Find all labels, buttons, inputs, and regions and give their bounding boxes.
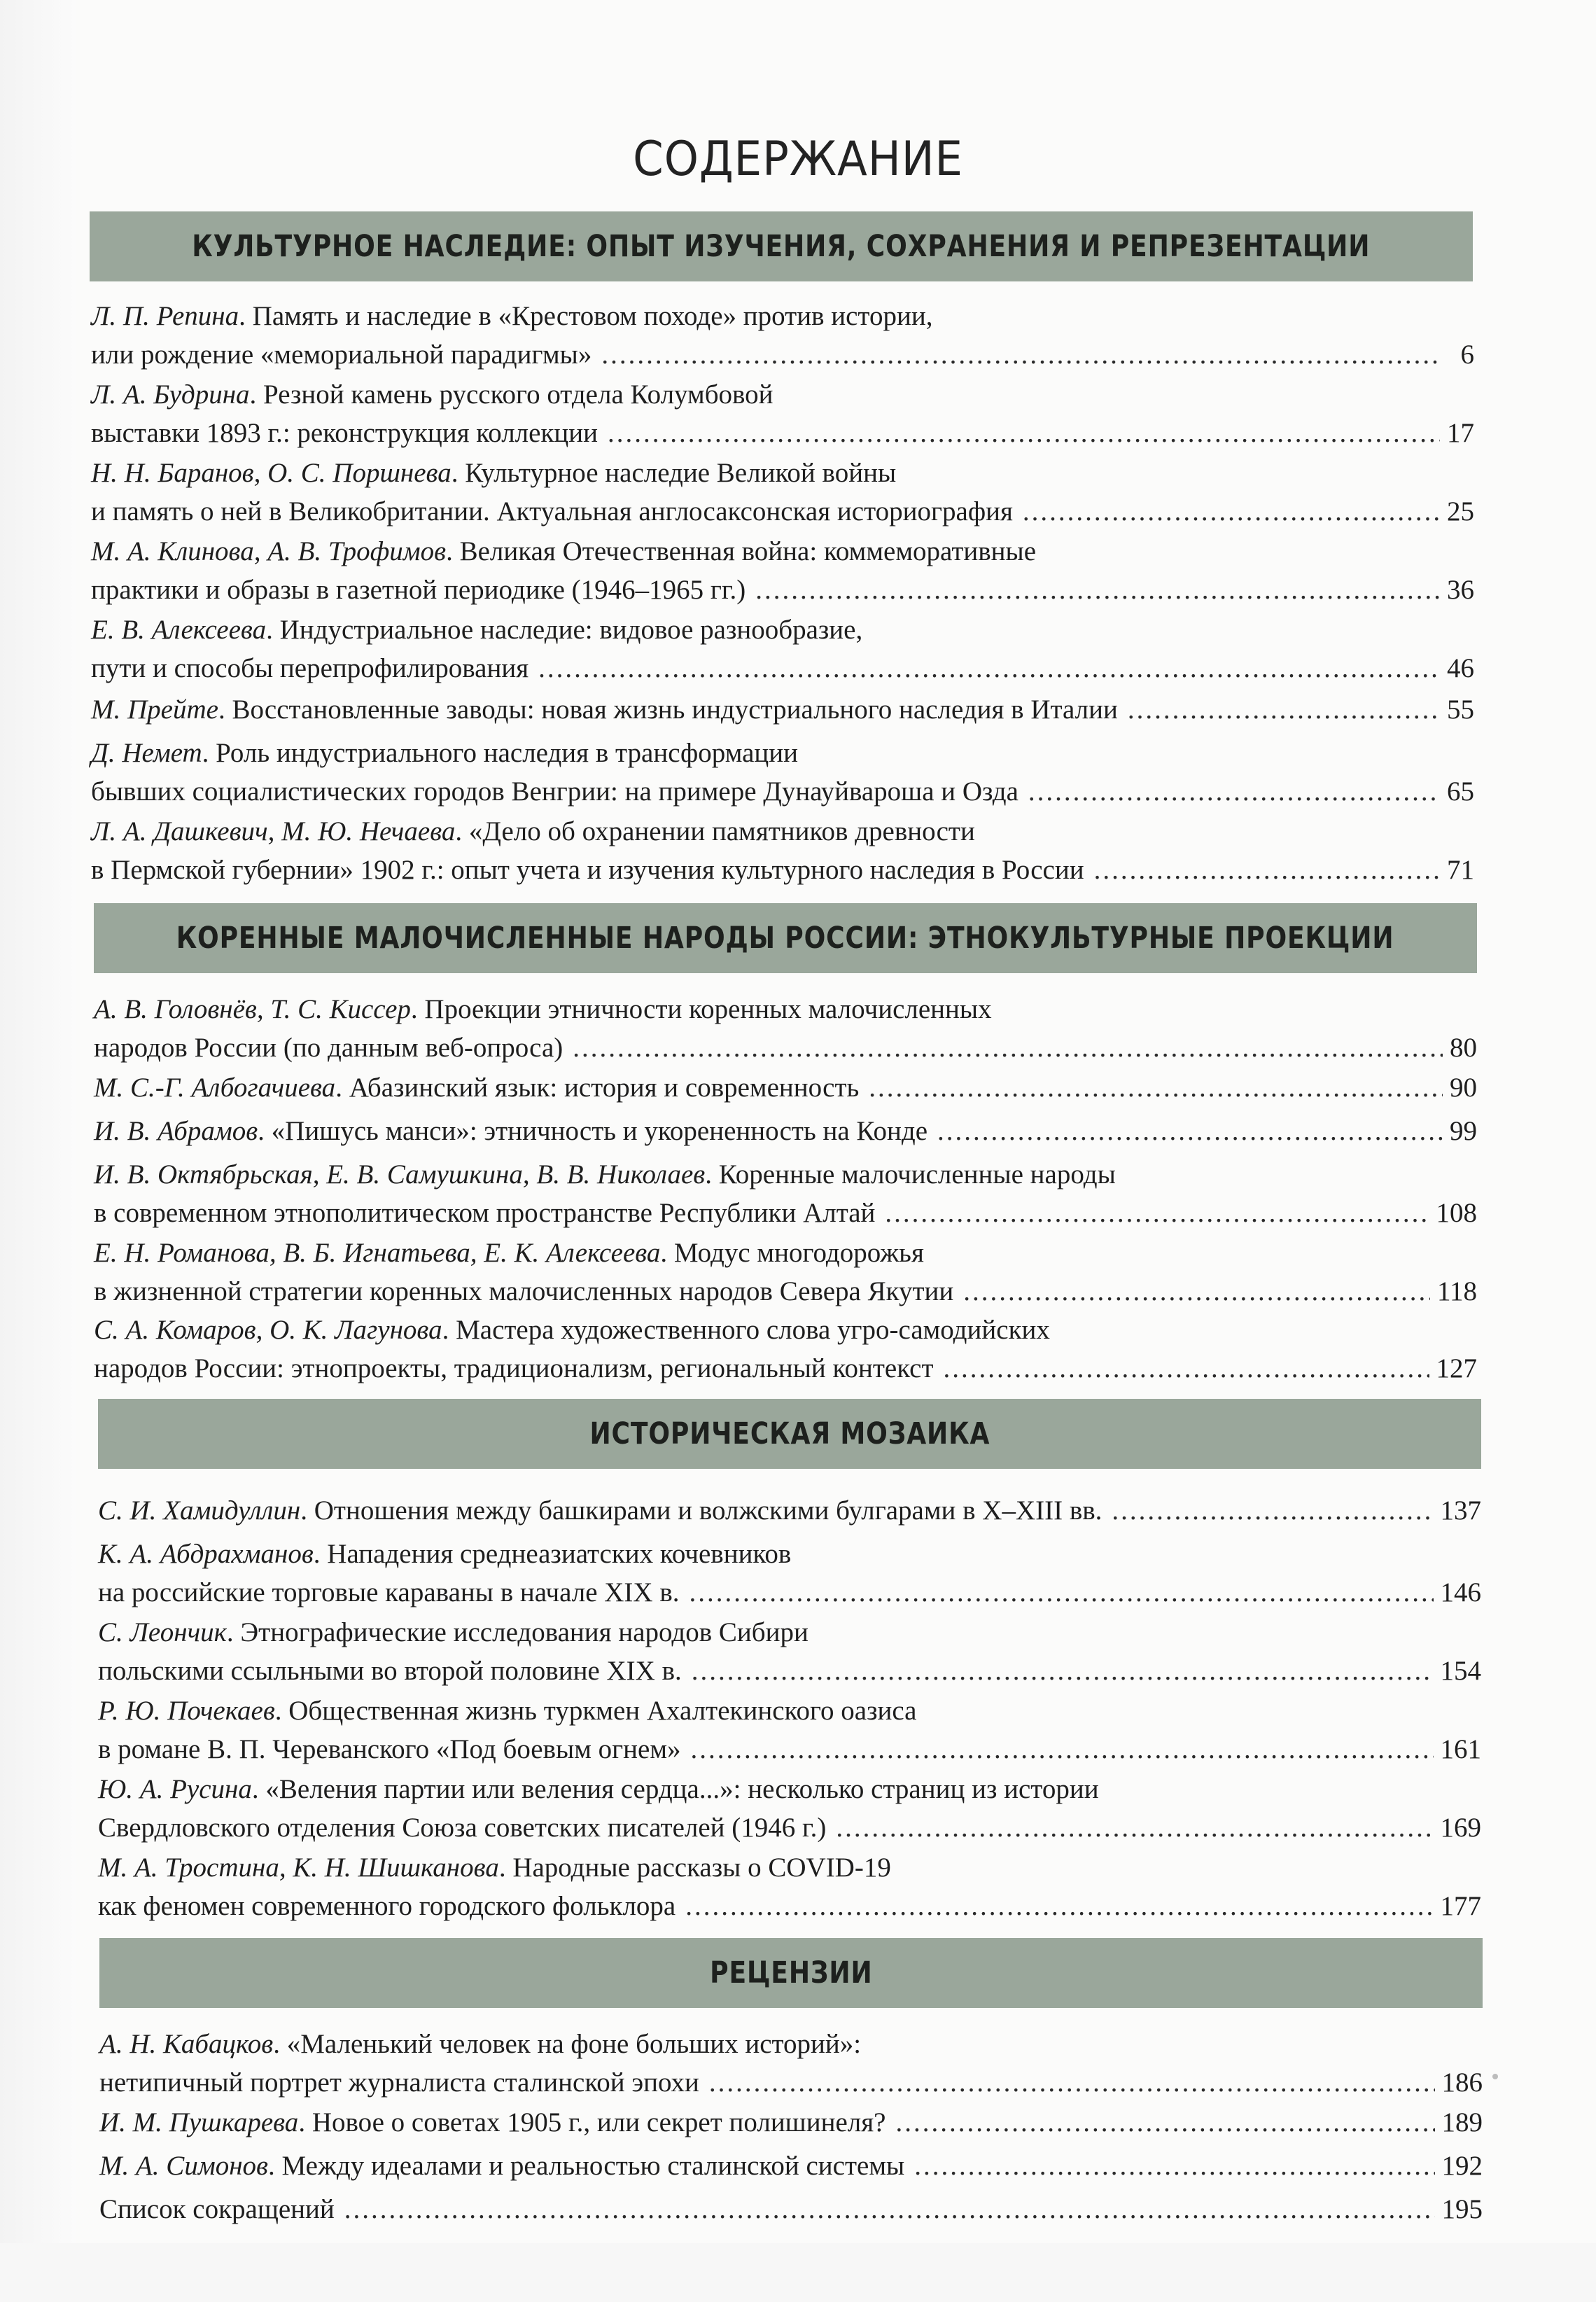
entry-authors: И. В. Абрамов: [94, 1116, 258, 1146]
entry-page-number: 137: [1440, 1495, 1481, 1526]
entry-title-line2: пути и способы перепрофилирования: [91, 653, 529, 683]
entry-page-number: 25: [1447, 496, 1474, 526]
entry-page-number: 80: [1450, 1033, 1477, 1063]
entry-authors: Л. А. Будрина: [91, 379, 250, 410]
entry-page-number: 195: [1441, 2194, 1483, 2224]
dot-leader: [1028, 772, 1440, 811]
entry-authors: И. В. Октябрьская, Е. В. Самушкина, В. В. Николаев: [94, 1159, 706, 1190]
entry-title-line1: . Культурное наследие Великой войны: [451, 458, 897, 488]
toc-entry[interactable]: [98, 1691, 1481, 1771]
page-bottom-margin: [0, 2243, 1596, 2302]
toc-entry[interactable]: [99, 2103, 1483, 2145]
entry-page-number: 99: [1450, 1116, 1477, 1146]
entry-title-line1: . Модус многодорожья: [660, 1238, 924, 1268]
entry-authors: Ю. А. Русина: [98, 1774, 252, 1804]
entry-title-line1: . «Веления партии или веления сердца...»: несколько страниц из истории: [251, 1774, 1099, 1804]
entry-authors: Л. П. Репина: [91, 301, 239, 331]
entry-page-number: 6: [1460, 340, 1474, 370]
entry-title-line2: бывших социалистических городов Венгрии: на примере Дунауйвароша и Озда: [91, 776, 1018, 807]
toc-entry[interactable]: [91, 532, 1474, 612]
toc-entry-abbreviations[interactable]: [99, 2190, 1483, 2232]
entry-authors: М. А. Клинова, А. В. Трофимов: [91, 536, 447, 566]
entry-page-number: 65: [1447, 776, 1474, 807]
entry-authors: М. А. Тростина, К. Н. Шишканова: [98, 1853, 499, 1883]
dot-leader: [944, 1349, 1429, 1388]
entry-page-number: 189: [1441, 2107, 1483, 2137]
print-speck: [1492, 2074, 1498, 2079]
entry-title-line1: . Мастера художественного слова угро-самодийских: [442, 1315, 1050, 1345]
entry-title: . Абазинский язык: история и современность: [335, 1073, 860, 1103]
entry-title-line1: . Индустриальное наследие: видовое разнообразие,: [266, 615, 863, 645]
entry-page-number: 192: [1441, 2151, 1483, 2181]
entry-title-line1: . Роль индустриального наследия в трансформации: [202, 738, 799, 768]
entry-authors: С. А. Комаров, О. К. Лагунова: [94, 1315, 442, 1345]
entry-title-line2: в жизненной стратегии коренных малочисленных народов Севера Якутии: [94, 1276, 954, 1306]
entry-page-number: 118: [1436, 1276, 1477, 1306]
dot-leader: [1128, 690, 1440, 729]
page-edge-shadow: [0, 0, 76, 2302]
section-heading-bar: [94, 903, 1477, 973]
page-title: СОДЕРЖАНИЕ: [633, 132, 963, 187]
entry-title-line1: . Проекции этничности коренных малочисленных: [410, 994, 992, 1024]
entry-title-line1: . Общественная жизнь туркмен Ахалтекинского оазиса: [274, 1696, 917, 1726]
entry-title-line2: на российские торговые караваны в начале XIX в.: [98, 1577, 680, 1607]
toc-entry[interactable]: [99, 2147, 1483, 2189]
toc-entry[interactable]: [98, 1770, 1481, 1850]
toc-entry[interactable]: [94, 1155, 1477, 1235]
dot-leader: [573, 1028, 1443, 1067]
entry-page-number: 161: [1440, 1734, 1481, 1764]
toc-entry[interactable]: [98, 1491, 1481, 1533]
dot-leader: [914, 2147, 1434, 2185]
toc-entry[interactable]: [94, 1112, 1477, 1154]
section-heading: РЕЦЕНЗИИ: [709, 1955, 873, 1990]
entry-title-line2: практики и образы в газетной периодике (1946–1965 гг.): [91, 575, 746, 605]
entry-title-line1: . Великая Отечественная война: коммеморативные: [446, 536, 1037, 566]
section-heading-bar: [99, 1938, 1483, 2008]
entry-page-number: 36: [1447, 575, 1474, 605]
toc-entry[interactable]: [91, 812, 1474, 892]
entry-page-number: 17: [1447, 418, 1474, 448]
entry-title: . Восстановленные заводы: новая жизнь индустриального наследия в Италии: [218, 695, 1118, 725]
toc-entry[interactable]: [94, 1311, 1477, 1390]
entry-page-number: 90: [1450, 1073, 1477, 1103]
entry-authors: И. М. Пушкарева: [99, 2107, 299, 2137]
entry-title-line1: . «Маленький человек на фоне больших историй»:: [273, 2029, 862, 2059]
dot-leader: [869, 1068, 1443, 1107]
toc-entry[interactable]: [98, 1613, 1481, 1693]
section-heading-bar: [98, 1399, 1481, 1469]
entry-authors: С. Леончик: [98, 1617, 227, 1647]
entry-title: Список сокращений: [99, 2194, 335, 2224]
dot-leader: [963, 1272, 1430, 1311]
section-heading-bar: [90, 211, 1473, 281]
entry-title: . Между идеалами и реальностью сталинской системы: [268, 2151, 905, 2181]
section-heading: КОРЕННЫЕ МАЛОЧИСЛЕННЫЕ НАРОДЫ РОССИИ: ЭТНОКУЛЬТУРНЫЕ ПРОЕКЦИИ: [176, 921, 1394, 956]
dot-leader: [601, 335, 1442, 374]
toc-entry[interactable]: [94, 1068, 1477, 1110]
dot-leader: [937, 1112, 1443, 1150]
entry-title-line1: . Резной камень русского отдела Колумбовой: [249, 379, 774, 410]
entry-title-line2: или рождение «мемориальной парадигмы»: [91, 340, 592, 370]
toc-entry[interactable]: [98, 1848, 1481, 1928]
entry-title-line2: народов России: этнопроекты, традиционализм, региональный контекст: [94, 1353, 934, 1383]
entry-title-line1: . Этнографические исследования народов Сибири: [226, 1617, 808, 1647]
toc-entry[interactable]: [91, 454, 1474, 533]
entry-authors: Н. Н. Баранов, О. С. Поршнева: [91, 458, 451, 488]
entry-authors: Е. Н. Романова, В. Б. Игнатьева, Е. К. Алексеева: [94, 1238, 661, 1268]
toc-entry[interactable]: [91, 690, 1474, 732]
dot-leader: [709, 2063, 1435, 2102]
entry-title-line1: . Коренные малочисленные народы: [705, 1159, 1116, 1190]
entry-title-line2: и память о ней в Великобритании. Актуальная англосаксонская историография: [91, 496, 1013, 526]
entry-authors: Р. Ю. Почекаев: [98, 1696, 275, 1726]
entry-title-line2: в Пермской губернии» 1902 г.: опыт учета и изучения культурного наследия в России: [91, 855, 1084, 885]
toc-entry[interactable]: [91, 734, 1474, 814]
entry-title: . «Пишусь манси»: этничность и укорененность на Конде: [258, 1116, 928, 1146]
entry-title: . Отношения между башкирами и волжскими булгарами в X–XIII вв.: [300, 1495, 1102, 1526]
dot-leader: [885, 1194, 1429, 1232]
entry-authors: Л. А. Дашкевич, М. Ю. Нечаева: [91, 816, 456, 846]
dot-leader: [895, 2103, 1434, 2142]
toc-entry[interactable]: [99, 2025, 1483, 2105]
entry-title-line2: выставки 1893 г.: реконструкция коллекции: [91, 418, 598, 448]
entry-title-line2: в романе В. П. Череванского «Под боевым огнем»: [98, 1734, 681, 1764]
entry-authors: Е. В. Алексеева: [91, 615, 267, 645]
entry-page-number: 108: [1436, 1198, 1477, 1228]
entry-page-number: 127: [1436, 1353, 1477, 1383]
entry-page-number: 169: [1440, 1813, 1481, 1843]
entry-authors: К. А. Абдрахманов: [98, 1539, 314, 1569]
dot-leader: [690, 1573, 1434, 1612]
entry-authors: М. А. Симонов: [99, 2151, 268, 2181]
entry-page-number: 146: [1440, 1577, 1481, 1607]
entry-authors: А. Н. Кабацков: [99, 2029, 274, 2059]
entry-title-line1: . Народные рассказы о COVID-19: [498, 1853, 891, 1883]
entry-page-number: 71: [1447, 855, 1474, 885]
entry-title-line2: в современном этнополитическом пространстве Республики Алтай: [94, 1198, 876, 1228]
dot-leader: [538, 649, 1440, 688]
toc-entry[interactable]: [98, 1535, 1481, 1614]
toc-entry[interactable]: [91, 611, 1474, 690]
entry-page-number: 177: [1440, 1891, 1481, 1921]
toc-entry[interactable]: [91, 297, 1474, 377]
dot-leader: [836, 1808, 1433, 1847]
section-heading: КУЛЬТУРНОЕ НАСЛЕДИЕ: ОПЫТ ИЗУЧЕНИЯ, СОХРАНЕНИЯ И РЕПРЕЗЕНТАЦИИ: [192, 229, 1371, 264]
dot-leader: [692, 1652, 1434, 1690]
toc-entry[interactable]: [94, 990, 1477, 1070]
entry-authors: Д. Немет: [91, 738, 202, 768]
entry-authors: М. С.-Г. Албогачиева: [94, 1073, 336, 1103]
entry-page-number: 154: [1440, 1656, 1481, 1686]
entry-authors: С. И. Хамидуллин: [98, 1495, 301, 1526]
entry-authors: А. В. Головнёв, Т. С. Киссер: [94, 994, 411, 1024]
toc-entry[interactable]: [91, 375, 1474, 455]
section-heading: ИСТОРИЧЕСКАЯ МОЗАИКА: [589, 1416, 990, 1451]
entry-title-line2: нетипичный портрет журналиста сталинской эпохи: [99, 2067, 699, 2098]
entry-page-number: 46: [1447, 653, 1474, 683]
entry-page-number: 186: [1441, 2067, 1483, 2098]
dot-leader: [344, 2190, 1435, 2228]
toc-entry[interactable]: [94, 1234, 1477, 1313]
dot-leader: [608, 414, 1440, 452]
entry-page-number: 55: [1447, 695, 1474, 725]
entry-authors: М. Прейте: [91, 695, 218, 725]
entry-title-line1: . Память и наследие в «Крестовом походе» против истории,: [239, 301, 933, 331]
entry-title-line2: как феномен современного городского фольклора: [98, 1891, 676, 1921]
dot-leader: [691, 1730, 1434, 1769]
dot-leader: [1094, 851, 1440, 889]
dot-leader: [1023, 492, 1440, 531]
entry-title-line1: . Нападения среднеазиатских кочевников: [313, 1539, 792, 1569]
entry-title-line2: Свердловского отделения Союза советских писателей (1946 г.): [98, 1813, 827, 1843]
entry-title: . Новое о советах 1905 г., или секрет полишинеля?: [298, 2107, 886, 2137]
dot-leader: [685, 1887, 1433, 1925]
entry-title-line2: польскими ссыльными во второй половине XIX в.: [98, 1656, 682, 1686]
entry-title-line1: . «Дело об охранении памятников древности: [455, 816, 975, 846]
entry-title-line2: народов России (по данным веб-опроса): [94, 1033, 564, 1063]
dot-leader: [755, 571, 1440, 609]
dot-leader: [1112, 1491, 1433, 1530]
